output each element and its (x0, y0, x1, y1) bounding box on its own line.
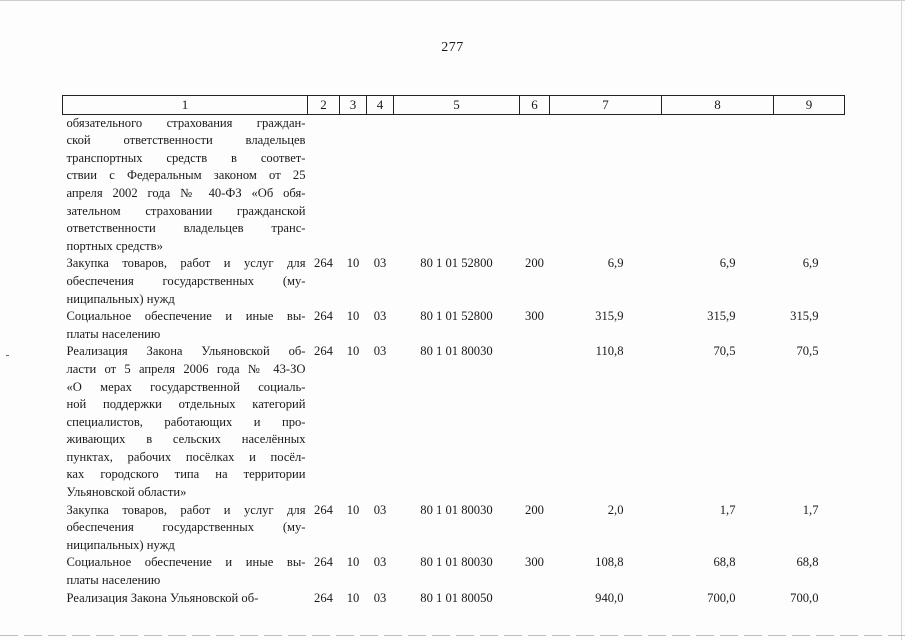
table-row (63, 308, 845, 343)
amount-year2-cell: 70,5 (713, 344, 736, 359)
description-line: платы населению (66, 326, 161, 341)
admin-code-cell: 264 (314, 256, 333, 271)
target-article-cell: 80 1 01 52800 (420, 256, 493, 271)
header-row (63, 96, 845, 115)
admin-code-cell: 264 (314, 555, 333, 570)
description-line: платы населению (66, 573, 161, 588)
section-code-cell: 10 (346, 256, 360, 271)
amount-year1-cell: 315,9 (595, 309, 624, 324)
description-line: Закупка товаров, работ и услуг для (66, 256, 306, 271)
description-line: ласти от 5 апреля 2006 года № 43-ЗО (66, 361, 306, 376)
description-line: ках городского типа на территории (66, 467, 306, 482)
amount-year1-cell: 940,0 (595, 590, 624, 605)
amount-year2-cell (662, 114, 774, 255)
row-description (63, 308, 308, 343)
expense-type-cell: 200 (525, 256, 544, 271)
description-line: Ульяновской области» (66, 485, 187, 500)
amount-year1-cell: 6,9 (607, 256, 624, 271)
section-code-cell: 10 (346, 502, 360, 517)
description-line: Социальное обеспечение и иные вы- (66, 555, 306, 570)
section-code-cell: 10 (346, 555, 360, 570)
admin-code-cell (308, 114, 340, 255)
description-line: пунктах, рабочих посёлках и посёл- (66, 449, 306, 464)
description-line: апреля 2002 года № 40-ФЗ «Об обя- (66, 185, 306, 200)
description-line: обеспечения государственных (му- (66, 273, 306, 288)
description-line: ниципальных) нужд (66, 537, 175, 552)
admin-code-cell: 264 (314, 502, 333, 517)
target-article-cell: 80 1 01 80030 (420, 344, 493, 359)
column-header: 1 (63, 96, 308, 115)
table-row (63, 255, 845, 308)
description-line: ской ответственности владельцев (66, 133, 306, 148)
margin-mark (6, 355, 9, 356)
section-code-cell: 10 (346, 309, 360, 324)
table-row (63, 554, 845, 589)
amount-year3-cell: 68,8 (796, 555, 819, 570)
amount-year3-cell: 70,5 (796, 344, 819, 359)
amount-year2-cell: 68,8 (713, 555, 736, 570)
section-code-cell: 10 (346, 590, 360, 605)
column-header: 4 (367, 96, 394, 115)
row-description (63, 114, 308, 255)
table-row (63, 590, 845, 608)
target-article-cell: 80 1 01 80030 (420, 555, 493, 570)
table-row (63, 502, 845, 555)
description-line: портных средств» (66, 238, 163, 253)
table-body (63, 114, 845, 607)
amount-year3-cell: 1,7 (802, 502, 819, 517)
description-line: зательном страховании гражданской (66, 203, 306, 218)
amount-year1-cell (550, 114, 662, 255)
page-number: 277 (441, 40, 464, 55)
admin-code-cell: 264 (314, 309, 333, 324)
amount-year3-cell: 315,9 (790, 309, 819, 324)
column-header: 5 (394, 96, 520, 115)
description-line: Закупка товаров, работ и услуг для (66, 502, 306, 517)
row-description (63, 255, 308, 308)
admin-code-cell: 264 (314, 590, 333, 605)
budget-table (62, 95, 845, 607)
target-article-cell: 80 1 01 52800 (420, 309, 493, 324)
scan-edge-top (0, 0, 905, 1)
table-row (63, 114, 845, 255)
subsection-code-cell: 03 (373, 590, 387, 605)
row-description (63, 343, 308, 501)
subsection-code-cell: 03 (373, 555, 387, 570)
description-line: живающих в сельских населённых (66, 432, 306, 447)
amount-year1-cell: 108,8 (595, 555, 624, 570)
column-header: 2 (308, 96, 340, 115)
amount-year2-cell: 1,7 (719, 502, 736, 517)
subsection-code-cell (367, 114, 394, 255)
amount-year2-cell: 6,9 (719, 256, 736, 271)
description-line: обеспечения государственных (му- (66, 520, 306, 535)
description-line: ной поддержки отдельных категорий (66, 397, 306, 412)
description-line: ответственности владельцев транс- (66, 221, 306, 236)
expense-type-cell (520, 343, 550, 501)
amount-year1-cell: 110,8 (595, 344, 624, 359)
amount-year2-cell: 315,9 (707, 309, 736, 324)
section-code-cell (340, 114, 367, 255)
target-article-cell: 80 1 01 80050 (420, 590, 493, 605)
expense-type-cell (520, 114, 550, 255)
expense-type-cell: 300 (525, 309, 544, 324)
expense-type-cell: 200 (525, 502, 544, 517)
description-line: Социальное обеспечение и иные вы- (66, 309, 306, 324)
scan-edge-right (901, 0, 902, 640)
subsection-code-cell: 03 (373, 344, 387, 359)
description-line: ствии с Федеральным законом от 25 (66, 168, 306, 183)
description-line: ниципальных) нужд (66, 291, 175, 306)
description-line: Реализация Закона Ульяновской об- (66, 590, 259, 605)
subsection-code-cell: 03 (373, 309, 387, 324)
amount-year2-cell: 700,0 (707, 590, 736, 605)
amount-year3-cell (774, 114, 845, 255)
row-description (63, 590, 308, 608)
table-row (63, 343, 845, 501)
admin-code-cell: 264 (314, 344, 333, 359)
amount-year3-cell: 700,0 (790, 590, 819, 605)
row-description (63, 502, 308, 555)
section-code-cell: 10 (346, 344, 360, 359)
target-article-cell (394, 114, 520, 255)
subsection-code-cell: 03 (373, 502, 387, 517)
scan-edge-bottom (0, 635, 905, 636)
column-header: 9 (774, 96, 845, 115)
column-header: 3 (340, 96, 367, 115)
expense-type-cell: 300 (525, 555, 544, 570)
description-line: Реализация Закона Ульяновской об- (66, 344, 306, 359)
description-line: транспортных средств в соответ- (66, 150, 306, 165)
column-header: 6 (520, 96, 550, 115)
amount-year1-cell: 2,0 (607, 502, 624, 517)
expense-type-cell (520, 590, 550, 608)
row-description (63, 554, 308, 589)
subsection-code-cell: 03 (373, 256, 387, 271)
target-article-cell: 80 1 01 80030 (420, 502, 493, 517)
description-line: обязательного страхования граждан- (66, 115, 306, 130)
column-header: 7 (550, 96, 662, 115)
description-line: специалистов, работающих и про- (66, 414, 306, 429)
column-header: 8 (662, 96, 774, 115)
amount-year3-cell: 6,9 (802, 256, 819, 271)
description-line: «О мерах государственной социаль- (66, 379, 306, 394)
